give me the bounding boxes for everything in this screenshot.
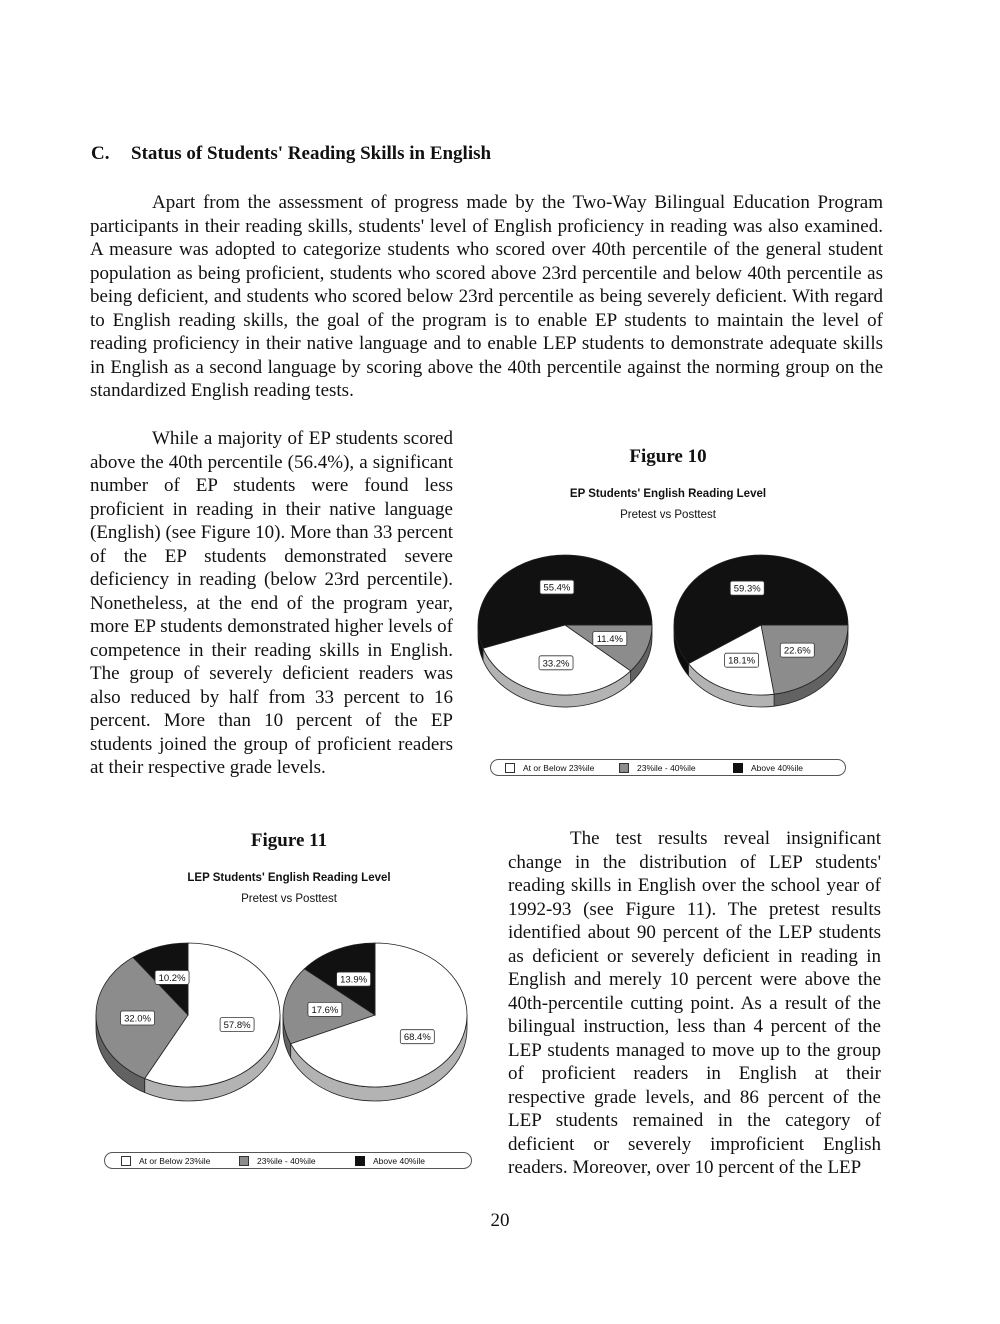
pie-data-label [400, 1030, 434, 1044]
svg-text:32.0%: 32.0% [124, 1013, 152, 1025]
legend-item [239, 1156, 355, 1166]
pie-posttest [674, 555, 848, 707]
legend-swatch [239, 1156, 249, 1166]
figure10-label: Figure 10 [629, 446, 707, 467]
svg-text:10.2%: 10.2% [158, 972, 186, 984]
pie-pretest [478, 555, 652, 707]
svg-text:68.4%: 68.4% [403, 1032, 431, 1044]
legend-item [121, 1156, 239, 1166]
legend-swatch [355, 1156, 365, 1166]
figure10-subtitle: Pretest vs Posttest [620, 509, 716, 521]
svg-text:57.8%: 57.8% [223, 1020, 251, 1032]
legend-swatch [505, 763, 515, 773]
svg-text:59.3%: 59.3% [733, 583, 761, 595]
pie-data-label [593, 631, 627, 645]
svg-text:55.4%: 55.4% [543, 582, 571, 594]
figure10-pie-charts [470, 540, 870, 740]
svg-text:22.6%: 22.6% [783, 645, 811, 657]
pie-data-label [540, 580, 574, 594]
legend-label: At or Below 23%ile [523, 762, 595, 773]
pie-slice [761, 625, 848, 694]
figure10-chart-title [518, 484, 818, 526]
pie-data-label [539, 656, 573, 670]
legend-swatch [121, 1156, 131, 1166]
page-number: 20 [490, 1210, 510, 1231]
svg-text:33.2%: 33.2% [542, 658, 570, 670]
svg-text:13.9%: 13.9% [340, 974, 368, 986]
figure11-title: LEP Students' English Reading Level [187, 872, 391, 884]
pie-data-label [337, 972, 371, 986]
legend-label: 23%ile - 40%ile [257, 1155, 316, 1166]
figure11-legend [104, 1152, 472, 1169]
legend-label: Above 40%ile [373, 1155, 425, 1166]
legend-swatch [619, 763, 629, 773]
figure10-legend [490, 759, 846, 776]
pie-data-label [308, 1002, 342, 1016]
section-number: C. [91, 143, 110, 164]
figure11-subtitle: Pretest vs Posttest [241, 893, 337, 905]
pie-data-label [121, 1011, 155, 1025]
figure10-title: EP Students' English Reading Level [569, 488, 767, 500]
ep-paragraph: While a majority of EP students scored above the 40th percentile (56.4%), a significant number of EP students were found less proficient in reading in their native language (English) (see Figure 10). More than 33 percent of the EP students demonstrated severe deficiency in reading (below 23rd percentile). Nonetheless, at the end of the program year, more EP students demonstrated higher levels of competence in their reading skills in English. The group of severely deficient readers was also reduced by half from 33 percent to 16 percent. More than 10 percent of the EP students joined the group of proficient readers at their respective grade levels. [90, 428, 454, 778]
legend-label: Above 40%ile [751, 762, 803, 773]
legend-item [619, 763, 733, 773]
pie-data-label [730, 581, 764, 595]
pie-data-label [725, 653, 759, 667]
legend-label: At or Below 23%ile [139, 1155, 211, 1166]
pie-data-label [220, 1018, 254, 1032]
svg-text:11.4%: 11.4% [596, 633, 623, 645]
pie-posttest [283, 943, 467, 1101]
lep-paragraph: The test results reveal insignificant change in the distribution of LEP students' reading skills in English over the school year of 1992-93 (see Figure 11). The pretest results identified about 90 percent of the LEP students as deficient or severely deficient in reading in English and merely 10 percent were above the 40th-percentile cutting point. As a result of the bilingual instruction, less than 4 percent of the LEP students managed to move up to the group of proficient readers in English at their respective grade levels, and 86 percent of the LEP students remained in the category of deficient or severely improficient English readers. Moreover, over 10 percent of the LEP [508, 828, 881, 1178]
figure11-pie-charts [88, 935, 488, 1135]
svg-text:17.6%: 17.6% [311, 1004, 339, 1016]
section-heading [91, 143, 491, 165]
figure11-label: Figure 11 [250, 830, 328, 851]
pie-data-label [155, 970, 189, 984]
intro-paragraph: Apart from the assessment of progress made by the Two-Way Bilingual Education Program participants in their reading skills, students' level of English proficiency in reading was also examined. A measure was adopted to categorize students who scored over 40th percentile of the general student population as being proficient, students who scored above 23rd percentile and below 40th percentile as being deficient, and students who scored below 23rd percentile as being severely deficient. With regard to English reading skills, the goal of the program is to enable EP students to maintain the level of reading proficiency in their native language and to enable LEP students to demonstrate adequate skills in English as a second language by scoring above the 40th percentile against the norming group on the standardized English reading tests. [90, 192, 883, 401]
pie-data-label [780, 643, 814, 657]
legend-item [355, 1156, 425, 1166]
legend-item [505, 763, 619, 773]
legend-label: 23%ile - 40%ile [637, 762, 696, 773]
section-title: Status of Students' Reading Skills in English [131, 143, 492, 164]
figure11-chart-title [139, 868, 439, 910]
svg-text:18.1%: 18.1% [728, 655, 756, 667]
legend-item [733, 763, 803, 773]
pie-pretest [96, 943, 280, 1101]
legend-swatch [733, 763, 743, 773]
